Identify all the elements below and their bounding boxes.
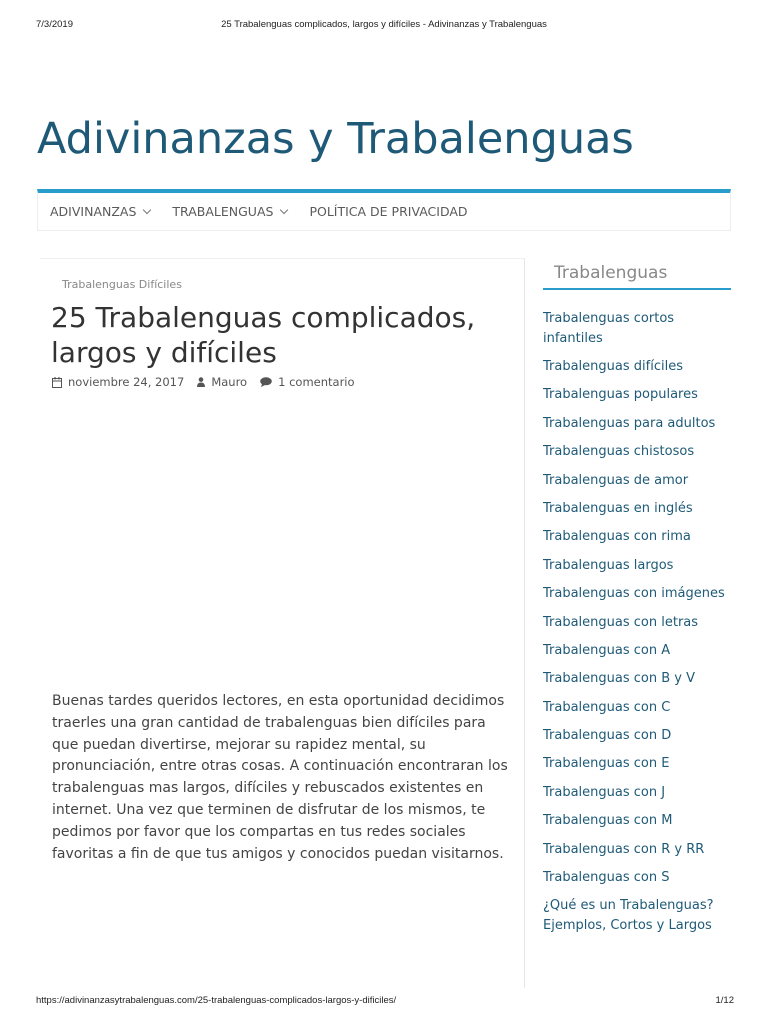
post-excerpt: Buenas tardes queridos lectores, en esta oportunidad decidimos traerles una gran cantidad de trabalenguas bien difíciles para que puedan divertirse, mejorar su rapidez mental, su pronunciación, entre otras cosas. A continuación encontraran los trabalenguas mas largos, difíciles y rebuscados existentes en internet. Una vez que terminen de disfrutar de los mismos, te pedimos por favor que los compartas en tus redes sociales favoritas a fin de que tus amigos y conocidos puedan visitarnos.	[52, 693, 508, 862]
sidebar-link[interactable]: Trabalenguas con M	[543, 813, 673, 829]
sidebar-link[interactable]: Trabalenguas de amor	[543, 472, 689, 488]
sidebar-link[interactable]: Trabalenguas con imágenes	[543, 586, 725, 602]
sidebar-link[interactable]: Trabalenguas largos	[543, 557, 674, 573]
sidebar-link[interactable]: Trabalenguas con letras	[543, 614, 699, 630]
sidebar-link[interactable]: Trabalenguas populares	[543, 387, 698, 403]
print-title: 25 Trabalenguas complicados, largos y difíciles - Adivinanzas y Trabalenguas	[221, 19, 547, 30]
sidebar-link[interactable]: Trabalenguas para adultos	[543, 415, 716, 431]
nav-item-label: POLÍTICA DE PRIVACIDAD	[309, 204, 468, 219]
sidebar-link[interactable]: Trabalenguas con B y V	[543, 671, 696, 687]
sidebar-link[interactable]: Trabalenguas con R y RR	[543, 841, 705, 857]
post-date[interactable]	[52, 375, 184, 389]
sidebar-link[interactable]: Trabalenguas con E	[543, 756, 670, 772]
sidebar-link[interactable]: ¿Qué es un Trabalenguas? Ejemplos, Cortos y Largos	[543, 898, 714, 933]
post-date-text: noviembre 24, 2017	[68, 375, 185, 389]
sidebar-link[interactable]: Trabalenguas con J	[543, 784, 666, 800]
post-meta	[52, 375, 368, 389]
sidebar-link[interactable]: Trabalenguas difíciles	[543, 358, 683, 374]
calendar-icon	[52, 377, 62, 388]
sidebar-divider	[524, 258, 525, 988]
chevron-down-icon	[143, 205, 151, 213]
post-comments[interactable]	[260, 375, 354, 389]
sidebar-link[interactable]: Trabalenguas con A	[543, 642, 671, 658]
content-divider	[40, 258, 524, 259]
sidebar-link[interactable]: Trabalenguas con rima	[543, 529, 691, 545]
post-category-link[interactable]: Trabalenguas Difíciles	[62, 278, 182, 291]
sidebar-link[interactable]: Trabalenguas con D	[543, 728, 672, 744]
sidebar-link[interactable]: Trabalenguas en inglés	[543, 500, 693, 516]
site-title[interactable]: Adivinanzas y Trabalenguas	[37, 114, 634, 164]
sidebar-link[interactable]: Trabalenguas con C	[543, 699, 671, 715]
sidebar-widget-title	[543, 261, 731, 290]
sidebar-widget-title-text: Trabalenguas	[554, 263, 668, 283]
sidebar-link[interactable]: Trabalenguas con S	[543, 870, 670, 886]
print-date: 7/3/2019	[36, 19, 73, 30]
nav-item-trabalenguas[interactable]	[172, 204, 287, 219]
print-page-number: 1/12	[715, 995, 734, 1006]
main-navigation	[37, 189, 731, 231]
sidebar-link[interactable]: Trabalenguas cortos infantiles	[543, 311, 675, 346]
post-title: 25 Trabalenguas complicados, largos y difíciles	[51, 301, 476, 369]
sidebar-link-list	[543, 309, 733, 944]
nav-item-privacy[interactable]	[309, 204, 467, 219]
post-comments-count: 1 comentario	[278, 375, 355, 389]
post-author-name: Mauro	[211, 375, 248, 389]
comment-icon	[260, 377, 272, 387]
nav-item-adivinanzas[interactable]	[50, 204, 150, 219]
nav-item-label: TRABALENGUAS	[172, 204, 274, 219]
chevron-down-icon	[280, 205, 288, 213]
nav-item-label: ADIVINANZAS	[50, 204, 137, 219]
print-url: https://adivinanzasytrabalenguas.com/25-trabalenguas-complicados-largos-y-dificiles/	[36, 995, 397, 1006]
post-author[interactable]	[197, 375, 247, 389]
user-icon	[197, 377, 205, 387]
sidebar-link[interactable]: Trabalenguas chistosos	[543, 444, 695, 460]
